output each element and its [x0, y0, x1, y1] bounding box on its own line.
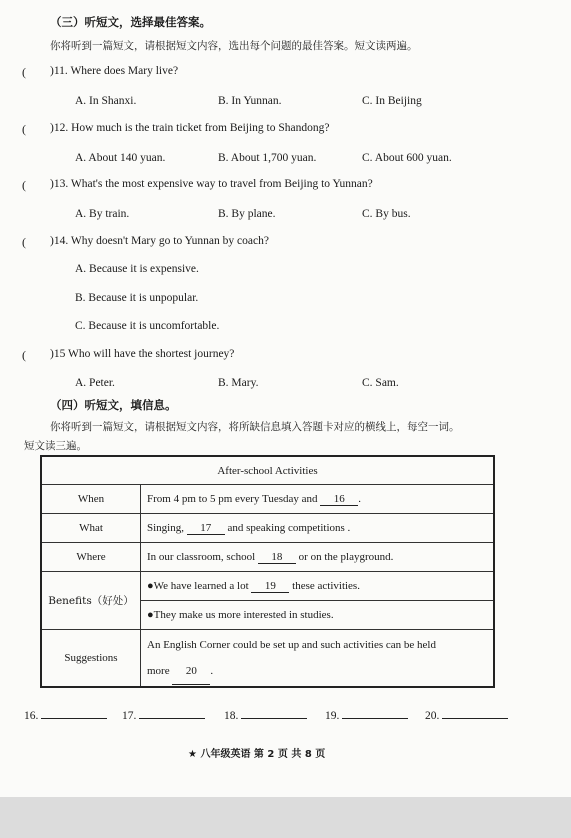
- option-12-b: B. About 1,700 yuan.: [218, 152, 317, 164]
- what-label: What: [41, 514, 141, 543]
- table-row-benefits-1: [41, 572, 494, 601]
- answer-paren[interactable]: (: [22, 178, 26, 192]
- blank-20: 20: [172, 658, 210, 685]
- blank-19: 19: [251, 580, 289, 593]
- answer-paren[interactable]: (: [22, 348, 26, 362]
- question-15: [50, 348, 234, 360]
- answer-18-label: 18.: [224, 710, 239, 722]
- option-14-b: B. Because it is unpopular.: [75, 291, 199, 304]
- where-label: Where: [41, 543, 141, 572]
- answer-19-line[interactable]: [342, 708, 408, 719]
- table-title: After-school Activities: [41, 456, 494, 485]
- activities-table: [40, 455, 495, 688]
- suggestion-line2-text: more: [147, 664, 170, 677]
- footer-text: 八年级英语 第 2 页 共 8 页: [200, 749, 326, 760]
- what-cell: [141, 514, 495, 543]
- where-end: or on the playground.: [298, 550, 394, 563]
- option-12-a: A. About 140 yuan.: [75, 152, 166, 164]
- benefit1-text: ●We have learned a lot: [147, 579, 249, 592]
- table-row-when: [41, 485, 494, 514]
- answer-19[interactable]: [325, 708, 408, 722]
- blank-17: 17: [187, 522, 225, 535]
- page-footer: [188, 745, 325, 760]
- question-number: )11.: [50, 65, 68, 77]
- option-15-c: C. Sam.: [362, 377, 399, 389]
- answer-18[interactable]: [224, 708, 307, 722]
- benefit2-cell: ●They make us more interested in studies.: [141, 601, 495, 630]
- question-text: Where does Mary live?: [70, 65, 179, 77]
- question-text: What's the most expensive way to travel from Beijing to Yunnan?: [70, 178, 373, 190]
- answer-16-line[interactable]: [41, 708, 107, 719]
- when-text: From 4 pm to 5 pm every Tuesday and: [147, 492, 318, 505]
- benefit1-cell: [141, 572, 495, 601]
- option-15-b: B. Mary.: [218, 377, 259, 389]
- question-14: [50, 235, 269, 247]
- answer-20[interactable]: [425, 708, 508, 722]
- option-11-c: C. In Beijing: [362, 95, 422, 107]
- option-13-a: A. By train.: [75, 208, 130, 220]
- when-label: When: [41, 485, 141, 514]
- section4-instruction-line2: 短文读三遍。: [24, 440, 87, 452]
- table-row-what: [41, 514, 494, 543]
- answer-19-label: 19.: [325, 710, 340, 722]
- option-12-c: C. About 600 yuan.: [362, 152, 452, 164]
- answer-paren[interactable]: (: [22, 65, 26, 79]
- question-number: )12.: [50, 122, 69, 134]
- answer-paren[interactable]: (: [22, 235, 26, 249]
- where-cell: [141, 543, 495, 572]
- question-11: [50, 65, 178, 77]
- what-text: Singing,: [147, 521, 184, 534]
- answer-16[interactable]: [24, 708, 107, 722]
- section3-heading: （三）听短文，选择最佳答案。: [50, 15, 211, 29]
- question-number: )15: [50, 348, 66, 360]
- table-row-where: [41, 543, 494, 572]
- suggestion-line1: An English Corner could be set up and such activities can be held: [147, 638, 436, 651]
- star-icon: ★: [188, 749, 197, 760]
- question-text: Why doesn't Mary go to Yunnan by coach?: [70, 235, 269, 247]
- option-15-a: A. Peter.: [75, 377, 115, 389]
- question-13: [50, 178, 373, 190]
- benefits-label: Benefits（好处）: [41, 572, 141, 630]
- option-11-b: B. In Yunnan.: [218, 95, 282, 107]
- suggestion-line2: [147, 658, 487, 685]
- table-row-suggestions: [41, 630, 494, 688]
- answer-17-label: 17.: [122, 710, 137, 722]
- option-13-b: B. By plane.: [218, 208, 276, 220]
- option-14-a: A. Because it is expensive.: [75, 263, 199, 275]
- bottom-bar: [0, 797, 571, 838]
- benefit1-end: these activities.: [292, 579, 360, 592]
- suggestions-label: Suggestions: [41, 630, 141, 688]
- question-text: Who will have the shortest journey?: [68, 348, 235, 360]
- answer-17-line[interactable]: [139, 708, 205, 719]
- suggestion-end: .: [210, 664, 214, 677]
- where-text: In our classroom, school: [147, 550, 256, 563]
- question-number: )14.: [50, 235, 69, 247]
- option-13-c: C. By bus.: [362, 208, 411, 220]
- when-end: .: [358, 492, 361, 505]
- section3-instruction: 你将听到一篇短文，请根据短文内容，选出每个问题的最佳答案。短文读两遍。: [50, 40, 418, 52]
- suggestions-cell: [141, 630, 495, 688]
- answer-20-line[interactable]: [442, 708, 508, 719]
- section4-instruction: 你将听到一篇短文，请根据短文内容，将所缺信息填入答题卡对应的横线上，每空一词。: [50, 421, 460, 433]
- question-number: )13.: [50, 178, 69, 190]
- answer-17[interactable]: [122, 708, 205, 722]
- when-cell: [141, 485, 495, 514]
- question-12: [50, 122, 329, 134]
- option-11-a: A. In Shanxi.: [75, 95, 137, 107]
- answer-16-label: 16.: [24, 710, 39, 722]
- blank-18: 18: [258, 551, 296, 564]
- section4-heading: （四）听短文，填信息。: [50, 398, 177, 412]
- question-text: How much is the train ticket from Beijing to Shandong?: [71, 122, 330, 134]
- answer-20-label: 20.: [425, 710, 440, 722]
- answer-paren[interactable]: (: [22, 122, 26, 136]
- blank-16: 16: [320, 493, 358, 506]
- option-14-c: C. Because it is uncomfortable.: [75, 320, 220, 332]
- answer-18-line[interactable]: [241, 708, 307, 719]
- what-end: and speaking competitions .: [227, 521, 351, 534]
